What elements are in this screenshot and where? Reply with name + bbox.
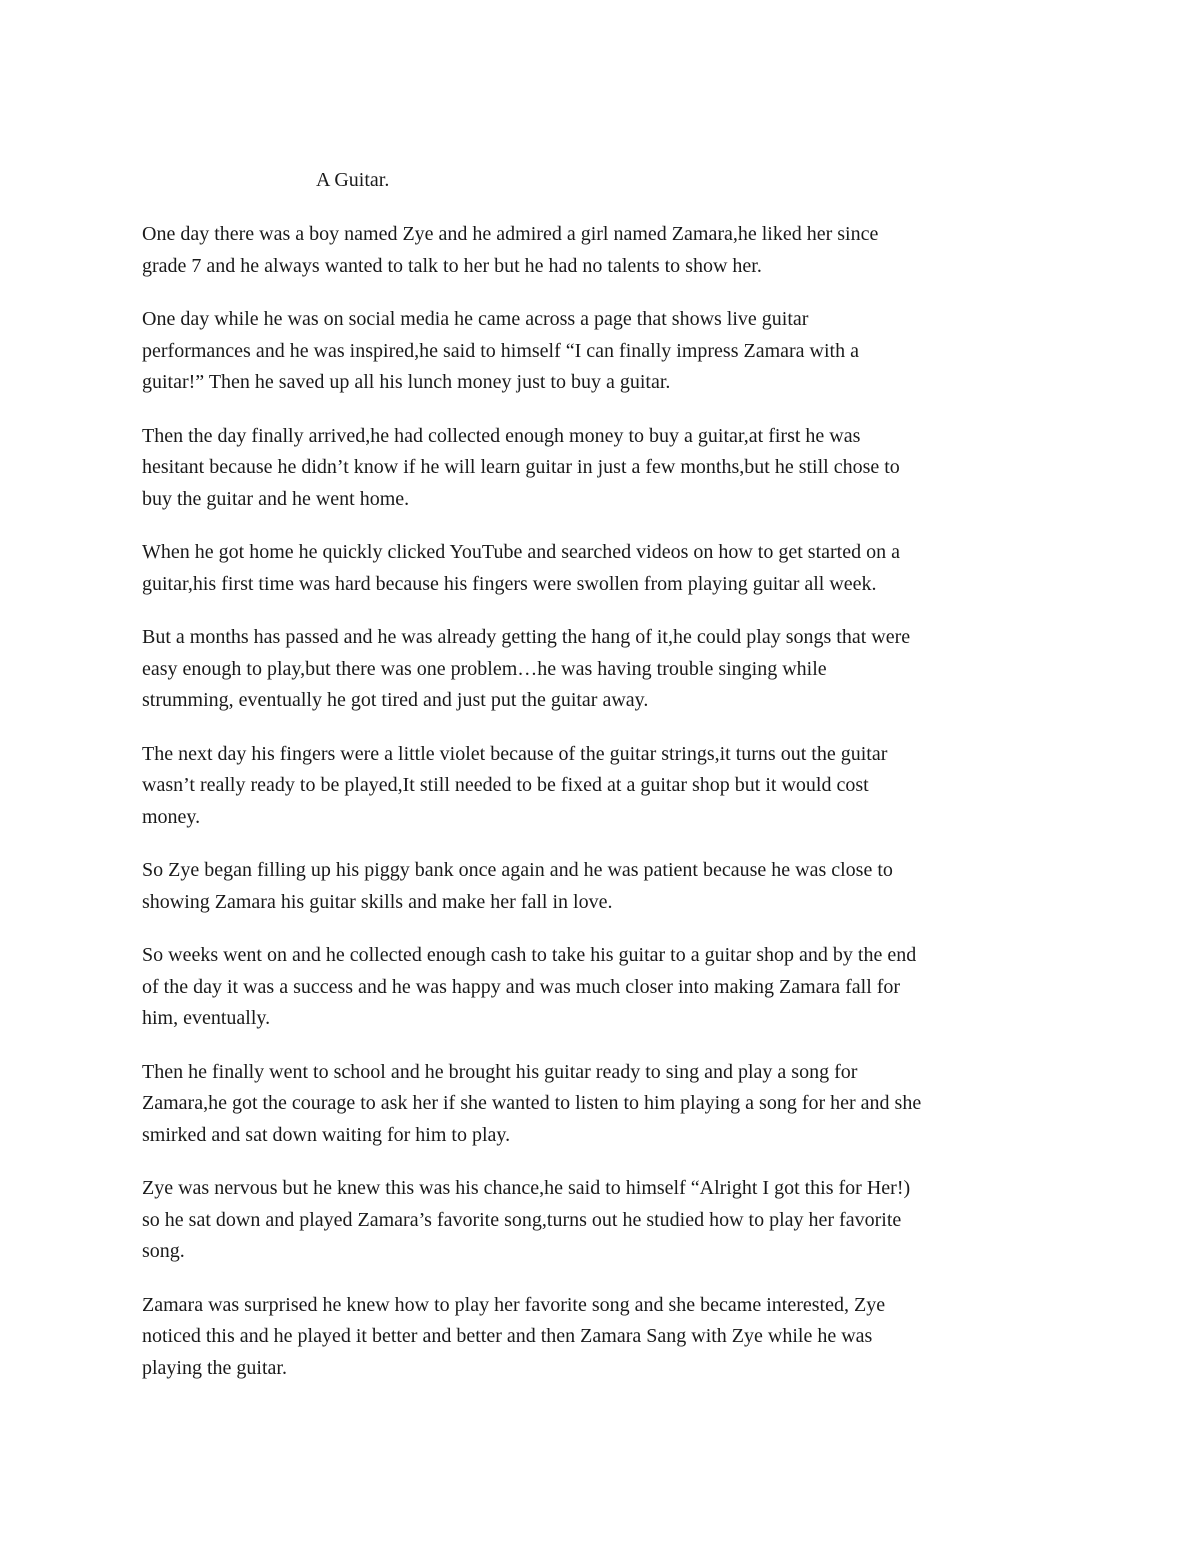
text-line: But a months has passed and he was already getting the hang of it,he could play songs that were xyxy=(142,626,911,648)
text-line: One day while he was on social media he came across a page that shows live guitar xyxy=(142,308,809,330)
text-line: So Zye began filling up his piggy bank once again and he was patient because he was close to xyxy=(142,859,893,881)
text-line: wasn’t really ready to be played,It still needed to be fixed at a guitar shop but it would cost xyxy=(142,774,869,796)
text-line: of the day it was a success and he was happy and was much closer into making Zamara fall for xyxy=(142,975,901,998)
paragraph xyxy=(142,739,1072,834)
text-line: When he got home he quickly clicked YouTube and searched videos on how to get started on a xyxy=(142,541,900,563)
text-line: song. xyxy=(142,1240,185,1262)
text-line: money. xyxy=(142,805,201,828)
paragraph xyxy=(142,855,1072,918)
text-line: One day there was a boy named Zye and he admired a girl named Zamara,he liked her since xyxy=(142,223,879,245)
text-line: noticed this and he played it better and better and then Zamara Sang with Zye while he was xyxy=(142,1325,873,1347)
paragraph xyxy=(142,622,1072,717)
text-line: Zamara,he got the courage to ask her if she wanted to listen to him playing a song for her and she xyxy=(142,1092,922,1114)
paragraph xyxy=(142,304,1072,399)
text-line: buy the guitar and he went home. xyxy=(142,487,410,510)
text-line: guitar!” Then he saved up all his lunch money just to buy a guitar. xyxy=(142,371,671,393)
paragraph xyxy=(142,219,1072,282)
text-line: Zamara was surprised he knew how to play her favorite song and she became interested, Zye xyxy=(142,1293,886,1316)
text-line: grade 7 and he always wanted to talk to her but he had no talents to show her. xyxy=(142,254,762,277)
text-line: performances and he was inspired,he said to himself “I can finally impress Zamara with a xyxy=(142,339,859,362)
text-line: him, eventually. xyxy=(142,1007,271,1029)
text-line: playing the guitar. xyxy=(142,1356,287,1379)
text-line: strumming, eventually he got tired and just put the guitar away. xyxy=(142,689,649,711)
text-line: Zye was nervous but he knew this was his chance,he said to himself “Alright I got this for Her!) xyxy=(142,1177,911,1199)
paragraph xyxy=(142,421,1072,516)
text-line: Then the day finally arrived,he had collected enough money to buy a guitar,at first he was xyxy=(142,424,861,447)
paragraph xyxy=(142,940,1072,1035)
text-line: so he sat down and played Zamara’s favorite song,turns out he studied how to play her favorite xyxy=(142,1208,902,1231)
document-title: A Guitar. xyxy=(316,169,390,191)
paragraph xyxy=(142,1173,1072,1268)
text-line: hesitant because he didn’t know if he will learn guitar in just a few months,but he still chose to xyxy=(142,456,900,478)
paragraph xyxy=(142,1290,1072,1385)
document-body xyxy=(142,219,1072,1406)
text-line: smirked and sat down waiting for him to play. xyxy=(142,1123,511,1146)
text-line: guitar,his first time was hard because his fingers were swollen from playing guitar all week. xyxy=(142,572,877,595)
paragraph xyxy=(142,537,1072,600)
paragraph xyxy=(142,1057,1072,1152)
text-line: The next day his fingers were a little violet because of the guitar strings,it turns out the guitar xyxy=(142,742,888,765)
text-line: showing Zamara his guitar skills and make her fall in love. xyxy=(142,890,613,913)
text-line: easy enough to play,but there was one problem…he was having trouble singing while xyxy=(142,657,827,680)
text-line: So weeks went on and he collected enough cash to take his guitar to a guitar shop and by the end xyxy=(142,944,917,966)
text-line: Then he finally went to school and he brought his guitar ready to sing and play a song for xyxy=(142,1060,858,1083)
